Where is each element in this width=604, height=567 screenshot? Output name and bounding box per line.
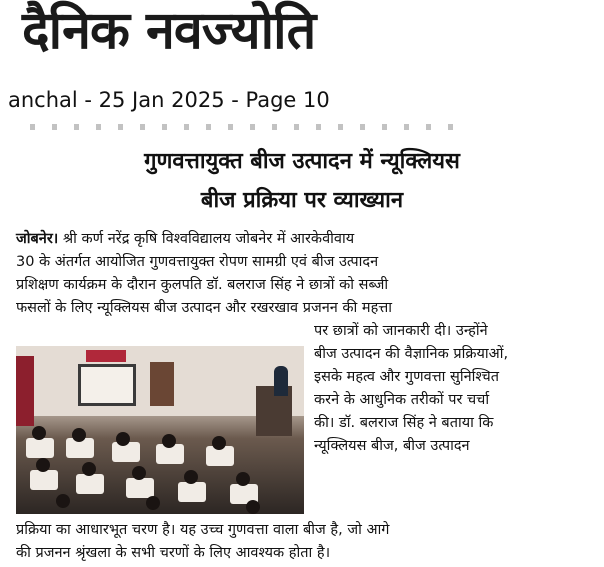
article-line-1 xyxy=(16,228,594,250)
article-line-8: करने के आधुनिक तरीकों पर चर्चा xyxy=(314,392,490,408)
cropped-text-fragment xyxy=(30,124,460,130)
article-line-6: बीज उत्पादन की वैज्ञानिक प्रक्रियाओं, xyxy=(314,346,509,362)
article-line-4: फसलों के लिए न्यूक्लियस बीज उत्पादन और रखरखाव प्रजनन की महत्ता xyxy=(16,300,393,316)
headline-line-2: बीज प्रक्रिया पर व्याख्यान xyxy=(200,188,404,213)
newspaper-masthead: दैनिक नवज्योति xyxy=(22,1,316,61)
article-line-7: इसके महत्व और गुणवत्ता सुनिश्चित xyxy=(314,369,500,385)
article-line-1-text: श्री कर्ण नरेंद्र कृषि विश्वविद्यालय जोबनेर में आरकेवीवाय xyxy=(58,231,355,247)
article-dateline-place: जोबनेर। xyxy=(16,231,59,247)
edition-dateline: anchal - 25 Jan 2025 - Page 10 xyxy=(8,88,330,112)
article-line-11: प्रक्रिया का आधारभूत चरण है। यह उच्च गुणवत्ता वाला बीज है, जो आगे xyxy=(16,522,390,538)
article-line-12: की प्रजनन श्रृंखला के सभी चरणों के लिए आवश्यक होता है। xyxy=(16,545,331,561)
article-line-2: 30 के अंतर्गत आयोजित गुणवत्तायुक्त रोपण सामग्री एवं बीज उत्पादन xyxy=(16,254,379,270)
event-photo xyxy=(16,346,304,514)
headline-line-1: गुणवत्तायुक्त बीज उत्पादन में न्यूक्लियस xyxy=(144,149,460,174)
article-line-3: प्रशिक्षण कार्यक्रम के दौरान कुलपति डॉ. बलराज सिंह ने छात्रों को सब्जी xyxy=(16,277,389,293)
article-line-5: पर छात्रों को जानकारी दी। उन्होंने xyxy=(314,323,488,339)
article-line-10: न्यूक्लियस बीज, बीज उत्पादन xyxy=(314,438,470,454)
article-line-9: की। डॉ. बलराज सिंह ने बताया कि xyxy=(314,415,494,431)
